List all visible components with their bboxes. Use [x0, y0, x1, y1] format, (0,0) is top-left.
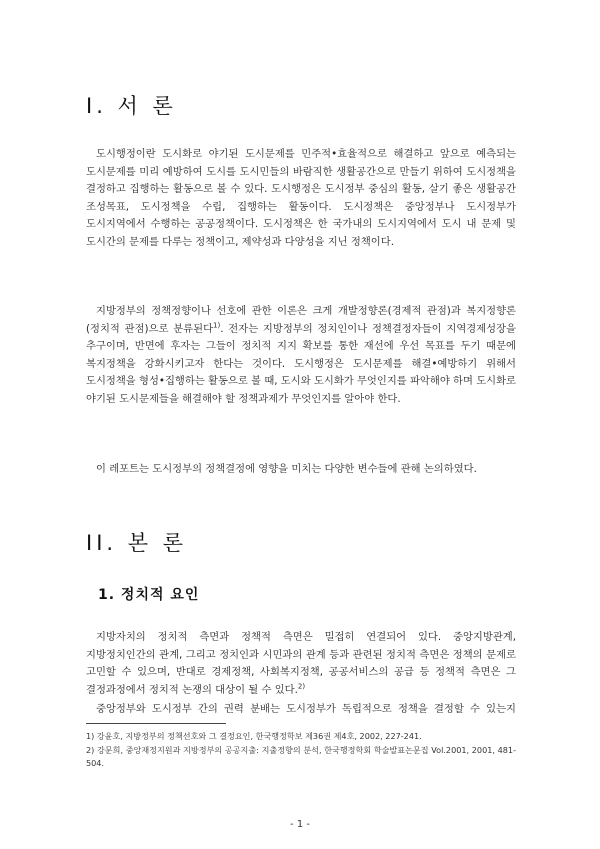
footnote-2: 2) 강문희, 중앙재정지원과 지방정부의 공공지출: 지출정향의 분석, 한국행정학회 학술발표논문집 Vol.2001, 2001, 481-504. — [86, 745, 516, 768]
paragraph — [86, 461, 516, 479]
sentence-end: . — [294, 683, 298, 696]
footnote-ref-1[interactable]: 1) — [213, 321, 221, 330]
paragraph — [86, 146, 516, 251]
footnote-separator — [86, 723, 226, 724]
paragraph-text: 도시행정이란 도시화로 야기된 도시문제를 민주적•효율적으로 해결하고 앞으로 예측되는 도시문제를 미리 예방하여 도시를 도시민들의 바람직한 생활공간으로 만들기 위하여 도시정책을 결정하고 집행하는 활동으로 볼 수 있다. 도시행정은 도시정부 중심의 활동, 살기 좋은 생활공간 조성목표, 도시정책을 수립, 집행하는 활동이다. 도시정책은 중앙정부나 도시정부가 도시지역에서 수행하는 공공정책이다. 도시정책은 한 국가내의 도시지역에서 도시 내 문제 및 도시간의 문제를 다루는 정책이고, 제약성과 다양성을 지닌 정책이다. — [86, 148, 516, 248]
paragraph-text: 지방자치의 정치적 측면과 정책적 측면은 밀접히 연결되어 있다. 중앙지방관계, 지방정치인간의 관계, 그리고 정치인과 시민과의 관계 등과 관련된 정치적 측면은 정책의 문제로 고민할 수 있으며, 반대로 경제정책, 사회복지정책, 공공서비스의 공급 등 정책적 측면은 그 결정과정에서 정치적 논쟁의 대상이 될 수 있다 — [86, 631, 516, 696]
paragraph — [86, 303, 516, 408]
paragraph-text: 중앙정부와 도시정부 간의 권력 분배는 도시정부가 독립적으로 정책을 결정할 수 있는지 — [96, 703, 516, 715]
footnote-1: 1) 강윤호, 지방정부의 정책선호와 그 결정요인, 한국행정학보 제36권 제4호, 2002, 227-241. — [86, 731, 422, 741]
sentence-end: . — [220, 322, 224, 335]
paragraph — [86, 701, 516, 718]
paragraph — [86, 629, 516, 699]
paragraph-text: 지방정부의 정책정향이나 선호에 관한 이론은 크게 개발정향론(경제적 관점)과 복지정향론(정치적 관점)으로 분류된다 — [86, 305, 516, 335]
page-number: - 1 - — [290, 819, 310, 830]
section-heading-introduction: I. 서 론 — [86, 94, 177, 118]
paragraph-text: 전자는 지방정부의 정치인이나 정책결정자들이 지역경제성장을 추구이며, 반면에 후자는 그들이 정치적 지지 확보를 통한 재선에 우선 목표를 두기 때문에 복지정책을 강화시키고자 한다는 것이다. 도시행정은 도시문제를 해결•예방하기 위해서 도시정책을 형성•집행하는 활동으로 볼 때, 도시와 도시화가 무엇인지를 파악해야 하며 도시화로 야기된 도시문제들을 해결해야 할 정책과제가 무엇인지를 알아야 한다. — [86, 322, 517, 405]
subsection-heading-political-factors: 1. 정치적 요인 — [98, 587, 200, 603]
footnote-ref-2[interactable]: 2) — [297, 682, 306, 691]
section-heading-body: II. 본 론 — [86, 531, 187, 555]
paragraph-text: 이 레포트는 도시정부의 정책결정에 영향을 미치는 다양한 변수들에 관해 논의하였다. — [96, 463, 477, 475]
